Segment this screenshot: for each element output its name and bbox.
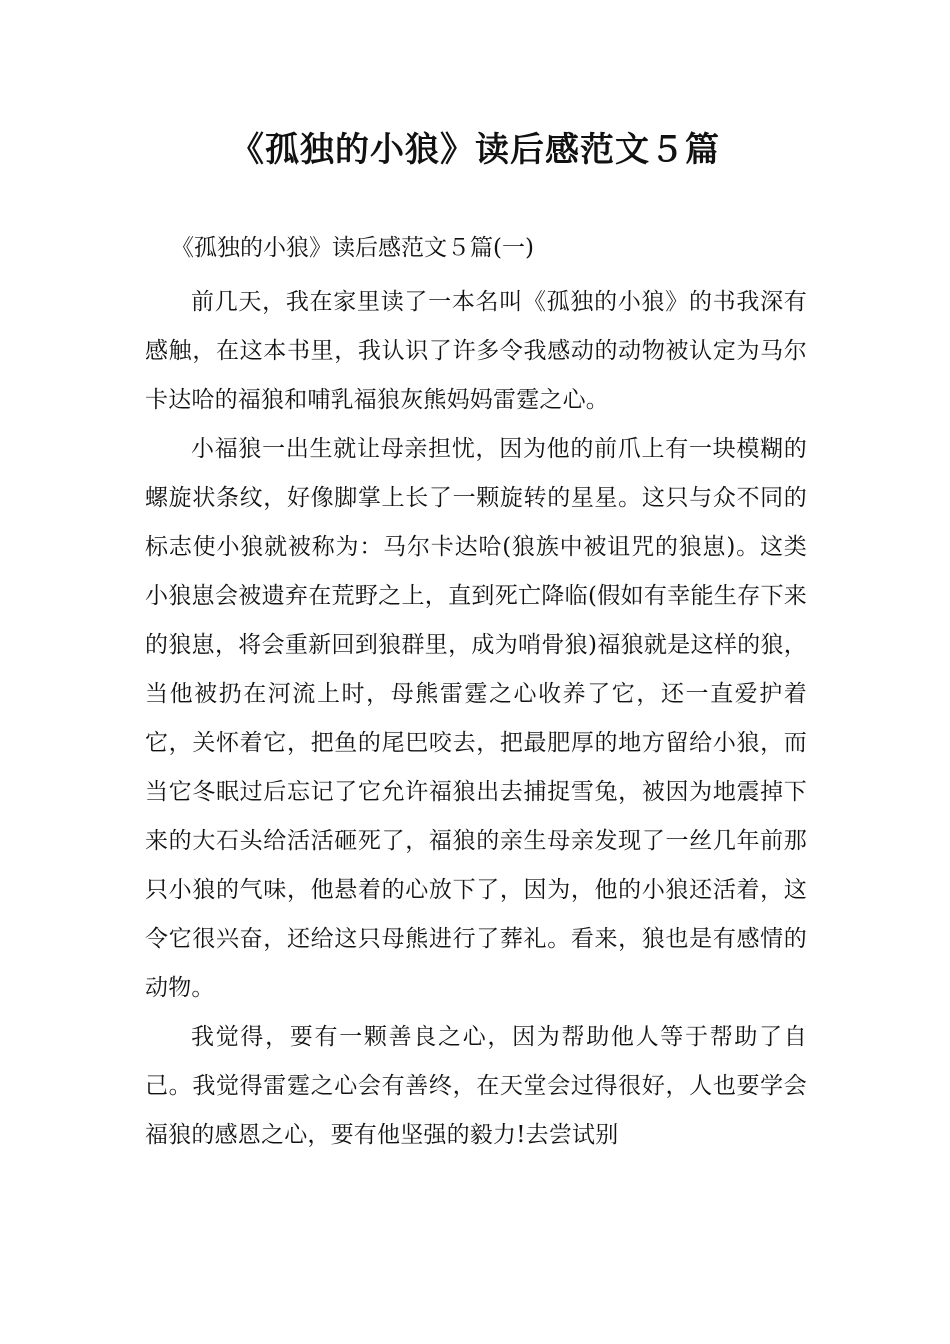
- paragraph-3: 我觉得，要有一颗善良之心，因为帮助他人等于帮助了自己。我觉得雷霆之心会有善终，在天堂会过得很好，人也要学会福狼的感恩之心，要有他坚强的毅力!去尝试别: [145, 1024, 807, 1148]
- paragraph-2: 小福狼一出生就让母亲担忧，因为他的前爪上有一块模糊的螺旋状条纹，好像脚掌上长了一颗旋转的星星。这只与众不同的标志使小狼就被称为：马尔卡达哈(狼族中被诅咒的狼崽)。这类小狼崽会被遗弃在荒野之上，直到死亡降临(假如有幸能生存下来的狼崽，将会重新回到狼群里，成为哨骨狼)福狼就是这样的狼，当他被扔在河流上时，母熊雷霆之心收养了它，还一直爱护着它，关怀着它，把鱼的尾巴咬去，把最肥厚的地方留给小狼，而当它冬眠过后忘记了它允许福狼出去捕捉雪兔，被因为地震掉下来的大石头给活活砸死了，福狼的亲生母亲发现了一丝几年前那只小狼的气味，他悬着的心放下了，因为，他的小狼还活着，这令它很兴奋，还给这只母熊进行了葬礼。看来，狼也是有感情的动物。: [145, 436, 807, 1001]
- document-body: [145, 222, 807, 1160]
- section-subtitle: 《孤独的小狼》读后感范文５篇(一): [171, 235, 534, 261]
- document-title: 《孤独的小狼》读后感范文５篇: [230, 130, 720, 170]
- paragraph-1: 前几天，我在家里读了一本名叫《孤独的小狼》的书我深有感触，在这本书里，我认识了许多令我感动的动物被认定为马尔卡达哈的福狼和哺乳福狼灰熊妈妈雷霆之心。: [145, 289, 807, 413]
